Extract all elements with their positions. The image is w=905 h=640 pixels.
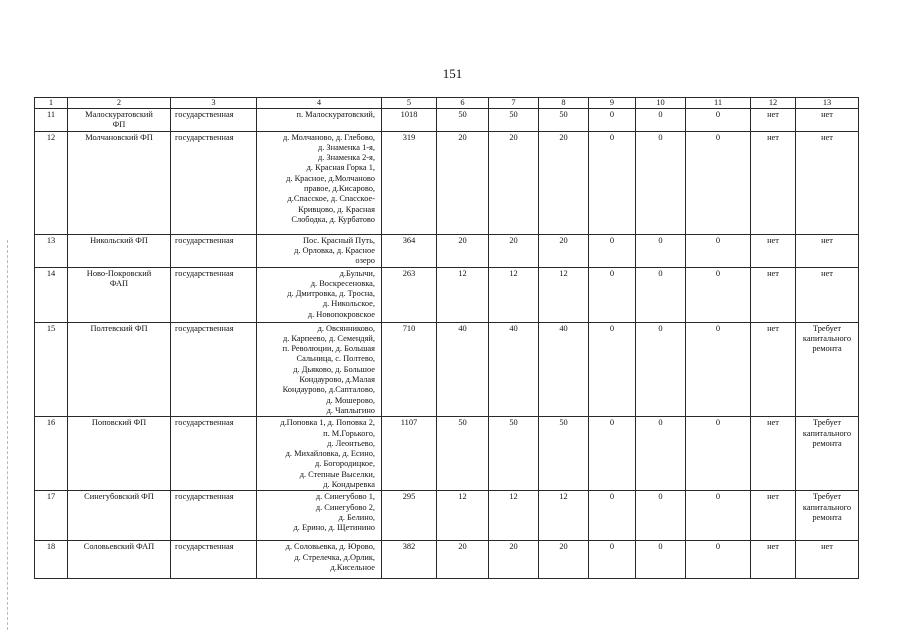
row-number-cell: 14: [35, 267, 68, 322]
table-row: [35, 267, 859, 322]
cell-line: п. Революции, д. Большая: [282, 344, 375, 354]
cell-line: д. Красное, д.Молчаново: [286, 173, 375, 183]
cell-line: д. Ерино, д. Щетинино: [293, 523, 375, 533]
table-row: [35, 234, 859, 267]
cell-line: д. Овсянниково,: [317, 323, 375, 333]
cell-line: д. Воскресеновка,: [310, 278, 375, 288]
col-11-cell: 0: [686, 541, 751, 579]
col-5-cell: 382: [382, 541, 437, 579]
cell-line: нет: [821, 235, 833, 245]
condition-cell: [796, 417, 859, 491]
table-row: [35, 109, 859, 132]
cell-line: д. Белино,: [338, 512, 375, 522]
cell-line: д. Никольское,: [322, 299, 375, 309]
col-7-cell: 12: [489, 491, 539, 541]
condition-cell: [796, 234, 859, 267]
condition-cell: [796, 322, 859, 417]
cell-line: нет: [821, 132, 833, 142]
table-row: [35, 541, 859, 579]
cell-line: Требует: [812, 492, 842, 502]
cell-line: ремонта: [812, 344, 842, 354]
col-12-cell: нет: [751, 131, 796, 234]
col-10-cell: 0: [636, 322, 686, 417]
column-number-cell: 8: [539, 98, 589, 109]
col-9-cell: 0: [589, 417, 636, 491]
cell-line: нет: [821, 268, 833, 278]
row-number-cell: 16: [35, 417, 68, 491]
cell-line: Кондаурово, д.Сапталово,: [282, 385, 375, 395]
column-number-cell: 1: [35, 98, 68, 109]
cell-line: Требует: [812, 323, 842, 333]
cell-line: ремонта: [812, 438, 842, 448]
col-9-cell: 0: [589, 109, 636, 132]
condition-cell: [796, 109, 859, 132]
col-11-cell: 0: [686, 322, 751, 417]
settlements-cell: [257, 131, 382, 234]
cell-line: капитального: [802, 428, 852, 438]
col-6-cell: 12: [437, 491, 489, 541]
cell-line: д. Степные Выселки,: [299, 469, 375, 479]
col-7-cell: 12: [489, 267, 539, 322]
col-5-cell: 364: [382, 234, 437, 267]
settlements-cell: [257, 109, 382, 132]
col-6-cell: 12: [437, 267, 489, 322]
cell-line: нет: [821, 110, 833, 119]
col-12-cell: нет: [751, 491, 796, 541]
col-12-cell: нет: [751, 541, 796, 579]
col-10-cell: 0: [636, 109, 686, 132]
col-5-cell: 1018: [382, 109, 437, 132]
cell-line: Никольский ФП: [90, 235, 148, 245]
col-9-cell: 0: [589, 491, 636, 541]
cell-line: д. Кондыревка: [323, 480, 375, 490]
col-9-cell: 0: [589, 131, 636, 234]
row-number-cell: 18: [35, 541, 68, 579]
ownership-cell: государственная: [171, 131, 257, 234]
col-7-cell: 50: [489, 417, 539, 491]
col-12-cell: нет: [751, 234, 796, 267]
col-5-cell: 319: [382, 131, 437, 234]
page-number: 151: [442, 66, 463, 81]
ownership-cell: государственная: [171, 417, 257, 491]
cell-line: д. Красная Горка 1,: [306, 163, 375, 173]
col-9-cell: 0: [589, 234, 636, 267]
row-number-cell: 15: [35, 322, 68, 417]
facility-name-cell: [68, 234, 171, 267]
col-9-cell: 0: [589, 267, 636, 322]
settlements-cell: [257, 322, 382, 417]
col-8-cell: 20: [539, 131, 589, 234]
cell-line: д. Дьяково, д. Большое: [293, 364, 375, 374]
col-8-cell: 12: [539, 491, 589, 541]
cell-line: д. Знаменка 2-я,: [317, 153, 375, 163]
cell-line: д.Кисельное: [330, 562, 375, 572]
cell-line: д. Чаплыгино: [326, 405, 375, 415]
ownership-cell: государственная: [171, 491, 257, 541]
cell-line: Сальница, с. Полтево,: [296, 354, 375, 364]
facility-name-cell: [68, 267, 171, 322]
col-10-cell: 0: [636, 234, 686, 267]
cell-line: Пос. Красный Путь,: [302, 235, 375, 245]
cell-line: д. Знаменка 1-я,: [317, 142, 375, 152]
col-11-cell: 0: [686, 109, 751, 132]
cell-line: правое, д.Кисарово,: [304, 184, 375, 194]
column-number-row: [35, 98, 859, 109]
col-10-cell: 0: [636, 417, 686, 491]
table-row: [35, 322, 859, 417]
facility-name-cell: [68, 322, 171, 417]
table-row: [35, 131, 859, 234]
cell-line: д. Богородицкое,: [315, 459, 375, 469]
col-10-cell: 0: [636, 541, 686, 579]
cell-line: ФП: [112, 120, 126, 130]
facility-name-cell: [68, 491, 171, 541]
cell-line: д. Дмитровка, д. Тросна,: [287, 289, 375, 299]
cell-line: Молчановский ФП: [85, 132, 153, 142]
col-5-cell: 710: [382, 322, 437, 417]
col-5-cell: 263: [382, 267, 437, 322]
ownership-cell: государственная: [171, 267, 257, 322]
column-number-cell: 7: [489, 98, 539, 109]
col-10-cell: 0: [636, 267, 686, 322]
cell-line: д.Булычи,: [339, 268, 375, 278]
cell-line: д. Синегубово 1,: [315, 492, 375, 502]
condition-cell: [796, 131, 859, 234]
cell-line: д. Карпеево, д. Семендяй,: [282, 333, 375, 343]
col-11-cell: 0: [686, 267, 751, 322]
cell-line: д. Михайловка, д. Есино,: [285, 449, 375, 459]
column-number-cell: 11: [686, 98, 751, 109]
cell-line: Кондаурово, д.Малая: [299, 375, 375, 385]
cell-line: озеро: [355, 256, 375, 266]
col-8-cell: 12: [539, 267, 589, 322]
condition-cell: [796, 491, 859, 541]
col-5-cell: 295: [382, 491, 437, 541]
col-11-cell: 0: [686, 417, 751, 491]
table-row: [35, 417, 859, 491]
settlements-cell: [257, 541, 382, 579]
cell-line: п. М.Горького,: [323, 428, 375, 438]
cell-line: Ново-Покровский: [86, 268, 152, 278]
column-number-cell: 9: [589, 98, 636, 109]
cell-line: Соловьевский ФАП: [83, 542, 155, 552]
col-6-cell: 50: [437, 417, 489, 491]
cell-line: Слободка, д. Курбатово: [291, 214, 375, 224]
cell-line: капитального: [802, 333, 852, 343]
facility-name-cell: [68, 541, 171, 579]
cell-line: Полтевский ФП: [90, 323, 148, 333]
col-6-cell: 50: [437, 109, 489, 132]
col-8-cell: 50: [539, 109, 589, 132]
facility-name-cell: [68, 417, 171, 491]
col-11-cell: 0: [686, 491, 751, 541]
column-number-cell: 5: [382, 98, 437, 109]
cell-line: п. Малоскуратовский,: [296, 110, 375, 119]
col-8-cell: 50: [539, 417, 589, 491]
cell-line: д. Синегубово 2,: [315, 502, 375, 512]
column-number-cell: 4: [257, 98, 382, 109]
cell-line: Поповский ФП: [91, 418, 147, 428]
cell-line: нет: [821, 542, 833, 552]
cell-line: ремонта: [812, 512, 842, 522]
column-number-cell: 2: [68, 98, 171, 109]
col-11-cell: 0: [686, 131, 751, 234]
column-number-cell: 10: [636, 98, 686, 109]
facility-name-cell: [68, 131, 171, 234]
cell-line: д. Стрелечка, д.Орлик,: [294, 552, 375, 562]
cell-line: д. Леонтьево,: [327, 438, 375, 448]
settlements-cell: [257, 417, 382, 491]
column-number-cell: 3: [171, 98, 257, 109]
col-6-cell: 20: [437, 234, 489, 267]
cell-line: Требует: [812, 418, 842, 428]
col-12-cell: нет: [751, 267, 796, 322]
col-12-cell: нет: [751, 109, 796, 132]
col-12-cell: нет: [751, 322, 796, 417]
table-row: [35, 491, 859, 541]
col-7-cell: 50: [489, 109, 539, 132]
col-6-cell: 40: [437, 322, 489, 417]
cell-line: Малоскуратовский: [85, 110, 153, 119]
col-9-cell: 0: [589, 541, 636, 579]
ownership-cell: государственная: [171, 234, 257, 267]
ownership-cell: государственная: [171, 541, 257, 579]
cell-line: ФАП: [109, 278, 129, 288]
facilities-table: [34, 97, 859, 579]
col-7-cell: 20: [489, 131, 539, 234]
col-7-cell: 40: [489, 322, 539, 417]
cell-line: д. Орловка, д. Красное: [294, 245, 375, 255]
col-12-cell: нет: [751, 417, 796, 491]
col-8-cell: 20: [539, 541, 589, 579]
cell-line: д. Соловьевка, д. Юрово,: [285, 542, 375, 552]
cell-line: д.Спасское, д. Спасское-: [287, 194, 375, 204]
cell-line: Синегубовский ФП: [84, 492, 154, 502]
col-9-cell: 0: [589, 322, 636, 417]
row-number-cell: 13: [35, 234, 68, 267]
settlements-cell: [257, 491, 382, 541]
col-7-cell: 20: [489, 234, 539, 267]
cell-line: д.Поповка 1, д. Поповка 2,: [280, 418, 375, 428]
col-10-cell: 0: [636, 131, 686, 234]
settlements-cell: [257, 267, 382, 322]
cell-line: д. Молчаново, д. Глебово,: [283, 132, 375, 142]
col-11-cell: 0: [686, 234, 751, 267]
settlements-cell: [257, 234, 382, 267]
cell-line: капитального: [802, 502, 852, 512]
facility-name-cell: [68, 109, 171, 132]
condition-cell: [796, 267, 859, 322]
row-number-cell: 12: [35, 131, 68, 234]
ownership-cell: государственная: [171, 109, 257, 132]
column-number-cell: 6: [437, 98, 489, 109]
col-7-cell: 20: [489, 541, 539, 579]
condition-cell: [796, 541, 859, 579]
col-10-cell: 0: [636, 491, 686, 541]
cell-line: Кривцово, д. Красная: [298, 204, 375, 214]
col-6-cell: 20: [437, 541, 489, 579]
cell-line: д. Мошерово,: [326, 395, 375, 405]
row-number-cell: 17: [35, 491, 68, 541]
ownership-cell: государственная: [171, 322, 257, 417]
row-number-cell: 11: [35, 109, 68, 132]
column-number-cell: 12: [751, 98, 796, 109]
page-edge-mark: [7, 240, 8, 630]
column-number-cell: 13: [796, 98, 859, 109]
col-5-cell: 1107: [382, 417, 437, 491]
col-6-cell: 20: [437, 131, 489, 234]
col-8-cell: 40: [539, 322, 589, 417]
col-8-cell: 20: [539, 234, 589, 267]
cell-line: д. Новопокровское: [307, 309, 375, 319]
